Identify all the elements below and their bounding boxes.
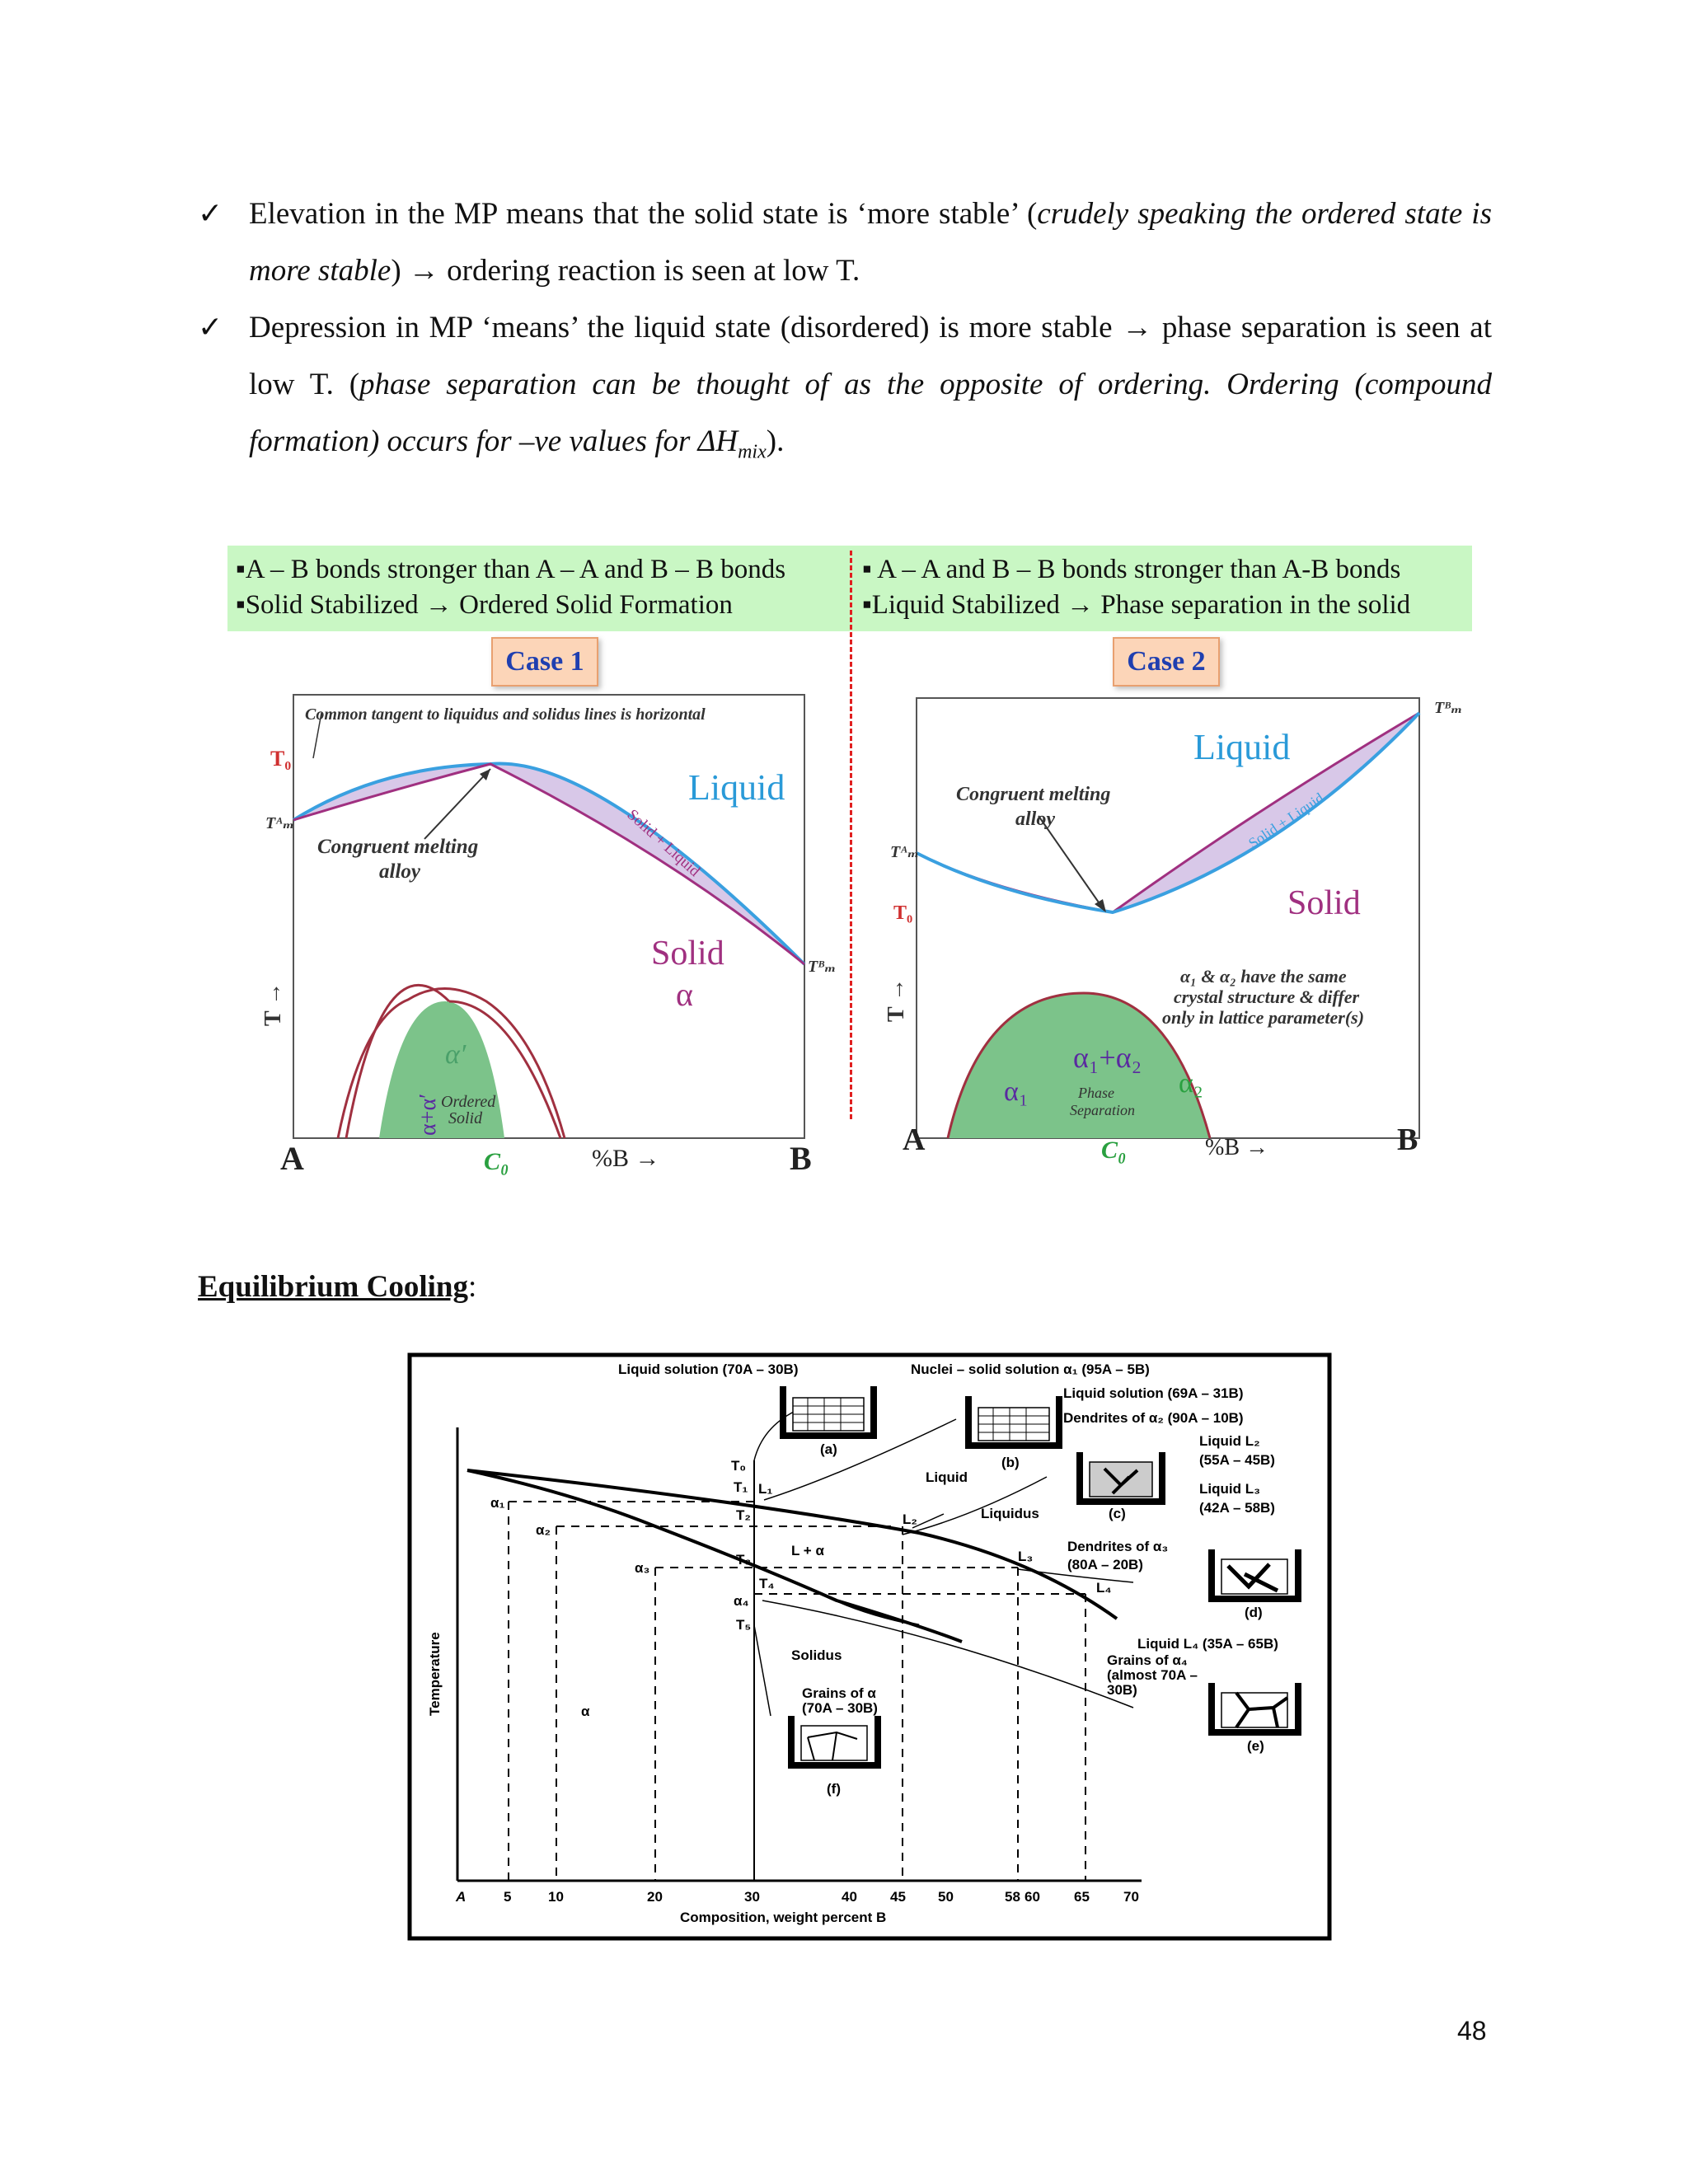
case1-x-c0: C₀ — [484, 1148, 509, 1175]
cooling-panel-label: (f) — [827, 1781, 841, 1797]
cooling-solidus: Solidus — [791, 1647, 842, 1663]
case2-alpha2: α₂ — [1179, 1068, 1203, 1099]
cooling-liquidus: Liquidus — [981, 1506, 1039, 1521]
case1-tma: Tᴬₘ — [265, 814, 295, 832]
case2-solid-label: Solid — [1287, 884, 1361, 922]
cooling-a-label: α₃ — [635, 1560, 650, 1576]
case2-tmb: Tᴮₘ — [1434, 699, 1463, 717]
cooling-liquid-solution-2: Liquid solution (69A – 31B) — [1063, 1385, 1244, 1401]
case2-t-axis: T → — [884, 977, 909, 1022]
case1-solid-liquid-label: Solid + Liquid — [623, 806, 704, 880]
cooling-l-label: L₁ — [758, 1481, 773, 1497]
case2-congruent-2: alloy — [1015, 808, 1055, 830]
cooling-y-title: Temperature — [427, 1632, 443, 1716]
checkmark-icon: ✓ — [198, 311, 223, 344]
cooling-liquid-l3-1: Liquid L₃ — [1199, 1481, 1260, 1497]
cooling-grains-a4-3: 30B) — [1107, 1682, 1137, 1698]
case1-phase-diagram — [239, 688, 837, 1177]
cooling-a-label: α₁ — [490, 1495, 505, 1511]
case1-alpha-prime: α′ — [445, 1039, 467, 1070]
cooling-temp-label: T₃ — [736, 1552, 752, 1568]
case1-congruent-1: Congruent melting — [317, 836, 479, 858]
cooling-temp-label: T₂ — [736, 1507, 751, 1523]
cooling-liquid-l2-2: (55A – 45B) — [1199, 1452, 1275, 1468]
case1-x-pct-b: %B → — [592, 1145, 660, 1172]
cooling-temp-label: T₅ — [736, 1617, 752, 1633]
case2-x-c0: C₀ — [1101, 1137, 1127, 1164]
cooling-temp-label: T₁ — [734, 1479, 748, 1495]
cooling-dendrites-a3-2: (80A – 20B) — [1067, 1557, 1143, 1572]
cooling-x-tick: 45 — [890, 1889, 906, 1905]
cooling-liquid-l4: Liquid L₄ (35A – 65B) — [1137, 1636, 1278, 1652]
case2-phase-2: Separation — [1070, 1102, 1135, 1118]
case2-liquid-label: Liquid — [1193, 727, 1291, 767]
bullet-list — [198, 185, 1492, 480]
section-heading-text: Equilibrium Cooling — [198, 1270, 468, 1304]
section-heading — [198, 1269, 476, 1305]
cooling-l-label: L₃ — [1018, 1549, 1034, 1564]
case2-label: Case 2 — [1113, 637, 1220, 687]
cooling-l-plus-a: L + α — [791, 1543, 824, 1558]
case2-tma: Tᴬₘ — [890, 843, 920, 861]
case1-solid-label: Solid — [651, 935, 724, 972]
banner-right-line2: ▪Liquid Stabilized → Phase separation in the solid — [862, 590, 1411, 620]
cooling-l-label: L₂ — [903, 1511, 917, 1527]
banner-left-line1: ▪A – B bonds stronger than A – A and B – B bonds — [236, 555, 786, 584]
case1-x-a: A — [280, 1140, 304, 1177]
case1-ordered-label-1: Ordered — [441, 1093, 496, 1111]
cooling-grains-a-2: (70A – 30B) — [802, 1700, 878, 1716]
cooling-l-label: L₄ — [1096, 1580, 1112, 1596]
case1-alpha-label: α — [676, 976, 693, 1013]
cooling-panel-label: (c) — [1109, 1506, 1126, 1521]
case2-phase-diagram — [865, 688, 1463, 1174]
cooling-panel-label: (b) — [1001, 1455, 1020, 1470]
case1-liquid-label: Liquid — [688, 767, 785, 808]
page-number: 48 — [1457, 2016, 1487, 2046]
cooling-grains-a-1: Grains of α — [802, 1685, 876, 1701]
case1-alpha-plus-alpha-prime: α+α′ — [415, 1093, 441, 1136]
cooling-x-tick: 50 — [938, 1889, 954, 1905]
case2-x-a: A — [903, 1122, 926, 1157]
cooling-dendrites-a3-1: Dendrites of α₃ — [1067, 1539, 1169, 1554]
cooling-temp-label: T₄ — [759, 1576, 775, 1591]
case1-common-tangent-note: Common tangent to liquidus and solidus lines is horizontal — [305, 705, 706, 724]
bullet-elevation: ✓ Elevation in the MP means that the solid state is ‘more stable’ (crudely speaking the ordered state is more stable) → ordering reaction is seen at low T. — [198, 185, 1492, 299]
case2-note-2: crystal structure & differ — [1174, 987, 1360, 1007]
cooling-panel-label: (a) — [820, 1441, 837, 1457]
cooling-liquid-l3-2: (42A – 58B) — [1199, 1500, 1275, 1516]
case1-t0: T₀ — [270, 747, 292, 771]
case-divider — [850, 551, 852, 1119]
cooling-panel-label: (d) — [1245, 1605, 1263, 1620]
case1-x-b: B — [790, 1140, 812, 1177]
case2-t0: T₀ — [893, 902, 913, 924]
case2-note-1: α₁ & α₂ have the same — [1180, 966, 1347, 987]
cooling-panel-label: (e) — [1247, 1738, 1264, 1754]
cooling-a-label: α₄ — [734, 1593, 749, 1609]
cooling-x-tick: 65 — [1074, 1889, 1090, 1905]
case1-ordered-label-2: Solid — [448, 1109, 483, 1127]
case2-a1-plus-a2: α₁+α₂ — [1073, 1041, 1142, 1074]
case2-x-b: B — [1397, 1122, 1418, 1157]
case2-phase-1: Phase — [1078, 1085, 1114, 1101]
case2-congruent-1: Congruent melting — [956, 784, 1111, 805]
case1-t-axis: T → — [260, 982, 286, 1026]
cooling-x-tick: 40 — [842, 1889, 857, 1905]
equilibrium-cooling-diagram — [408, 1353, 1331, 1940]
section-heading-colon: : — [467, 1270, 477, 1304]
cooling-dendrites-a2: Dendrites of α₂ (90A – 10B) — [1063, 1410, 1244, 1426]
cooling-grains-a4-2: (almost 70A – — [1107, 1667, 1198, 1683]
cooling-liquid-word: Liquid — [926, 1469, 968, 1485]
case1-label: Case 1 — [491, 637, 598, 687]
cooling-x-tick: 20 — [647, 1889, 663, 1905]
case1-tmb: Tᴮₘ — [808, 958, 837, 976]
cooling-liquid-solution-top: Liquid solution (70A – 30B) — [618, 1361, 799, 1377]
cooling-x-tick: 60 — [1025, 1889, 1040, 1905]
cooling-alpha-region: α — [581, 1704, 590, 1719]
cooling-x-tick: 5 — [504, 1889, 512, 1905]
case1-frame — [293, 695, 804, 1138]
case2-alpha1: α₁ — [1004, 1076, 1029, 1107]
cooling-x-title: Composition, weight percent B — [680, 1910, 887, 1925]
cooling-grains-a4-1: Grains of α₄ — [1107, 1652, 1188, 1668]
bullet-depression: ✓ Depression in MP ‘means’ the liquid state (disordered) is more stable → phase separation is seen at low T. (phase separation can be thought of as the opposite of ordering. Ordering (compound formation) occurs for –ve values for $\Delta H_{mix}$). — [198, 299, 1492, 480]
cooling-liquid-l2-1: Liquid L₂ — [1199, 1433, 1260, 1449]
cooling-x-tick: 58 — [1005, 1889, 1020, 1905]
cooling-nuclei-label: Nuclei – solid solution α₁ (95A – 5B) — [911, 1361, 1150, 1377]
cooling-a-label: α₂ — [536, 1522, 551, 1538]
cooling-temp-label: T₀ — [731, 1458, 747, 1474]
cooling-x-tick: 10 — [548, 1889, 564, 1905]
case2-note-3: only in lattice parameter(s) — [1162, 1007, 1365, 1028]
checkmark-icon: ✓ — [198, 197, 223, 231]
banner-right-line1: ▪ A – A and B – B bonds stronger than A-B bonds — [862, 555, 1401, 584]
case2-solid-liquid-label: Solid + Liquid — [1245, 789, 1327, 852]
banner-left-line2: ▪Solid Stabilized → Ordered Solid Formation — [236, 590, 733, 620]
cooling-x-a: A — [456, 1889, 467, 1905]
case2-x-pct-b: %B → — [1205, 1135, 1268, 1160]
cooling-x-tick: 70 — [1123, 1889, 1139, 1905]
cooling-x-tick: 30 — [744, 1889, 760, 1905]
case1-congruent-2: alloy — [379, 860, 420, 883]
